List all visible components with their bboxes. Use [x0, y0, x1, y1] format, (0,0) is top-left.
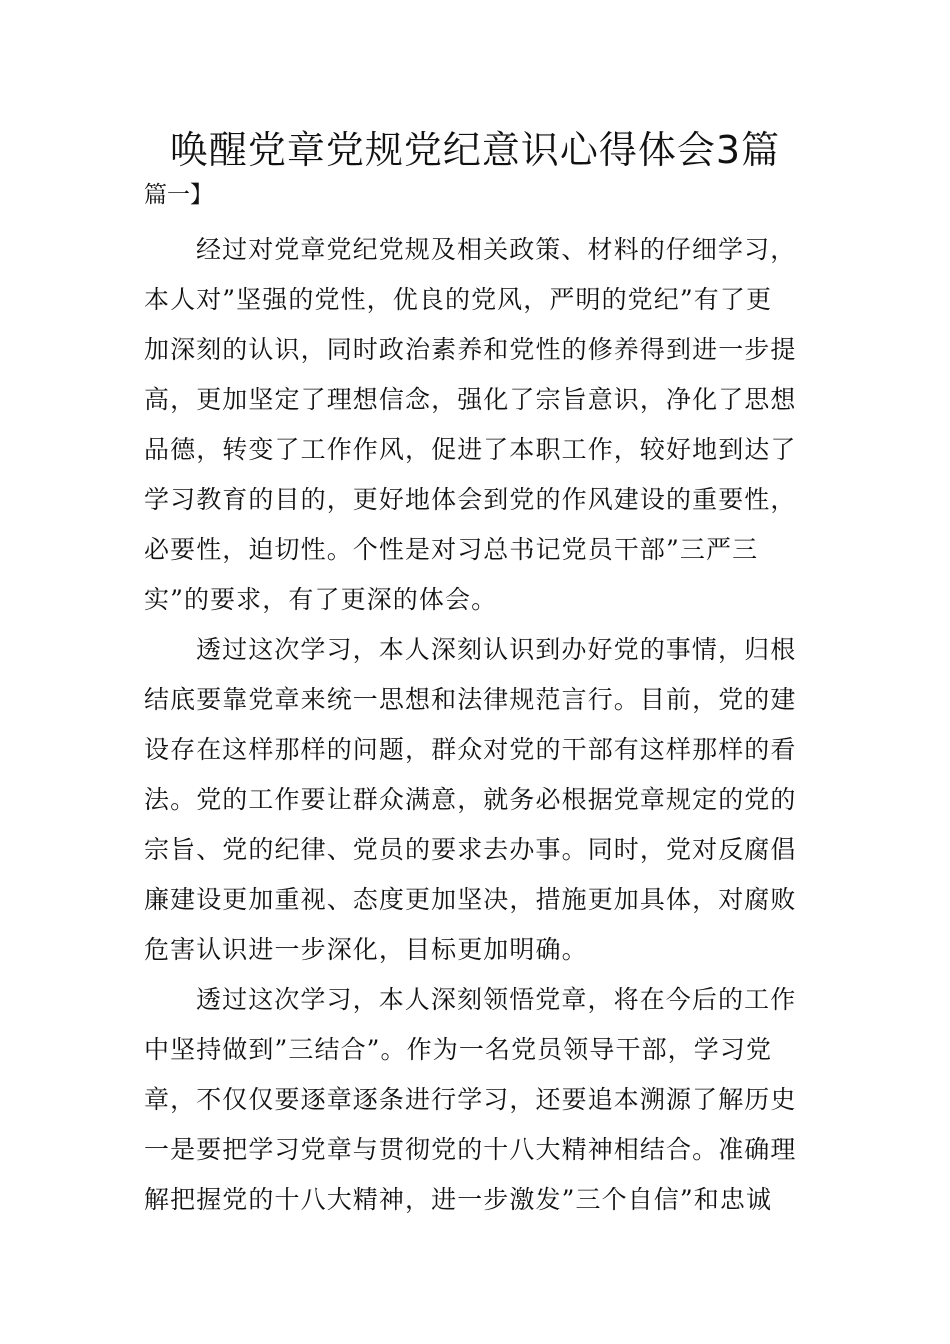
paragraph-line: 廉建设更加重视、态度更加坚决，措施更加具体，对腐败 [144, 885, 797, 914]
paragraph-line: 法。党的工作要让群众满意，就务必根据党章规定的党的 [144, 785, 797, 814]
paragraph-line: 章，不仅仅要逐章逐条进行学习，还要追本溯源了解历史 [144, 1085, 797, 1114]
section-label: 篇一】 [144, 182, 213, 208]
paragraph-line: 实”的要求，有了更深的体会。 [144, 585, 498, 614]
paragraph-line: 透过这次学习，本人深刻认识到办好党的事情，归根 [196, 635, 797, 664]
paragraph-line: 必要性，迫切性。个性是对习总书记党员干部”三严三 [144, 535, 759, 564]
paragraph-line: 一是要把学习党章与贯彻党的十八大精神相结合。准确理 [144, 1135, 797, 1164]
paragraph-line: 学习教育的目的，更好地体会到党的作风建设的重要性， [144, 485, 797, 514]
paragraph-line: 结底要靠党章来统一思想和法律规范言行。目前，党的建 [144, 685, 797, 714]
paragraph-line: 透过这次学习，本人深刻领悟党章，将在今后的工作 [196, 985, 797, 1014]
paragraph-line: 高，更加坚定了理想信念，强化了宗旨意识，净化了思想 [144, 385, 797, 414]
paragraph-line: 设存在这样那样的问题，群众对党的干部有这样那样的看 [144, 735, 797, 764]
paragraph-line: 加深刻的认识，同时政治素养和党性的修养得到进一步提 [144, 335, 797, 364]
paragraph-line: 解把握党的十八大精神，进一步激发”三个自信”和忠诚 [144, 1185, 773, 1214]
paragraph-2 [144, 625, 806, 975]
paragraph-line: 本人对”坚强的党性，优良的党风，严明的党纪”有了更 [144, 285, 773, 314]
paragraph-3 [144, 975, 806, 1225]
paragraph-line: 危害认识进一步深化，目标更加明确。 [144, 935, 588, 964]
paragraph-line: 中坚持做到”三结合”。作为一名党员领导干部，学习党 [144, 1035, 773, 1064]
paragraph-line: 品德，转变了工作作风，促进了本职工作，较好地到达了 [144, 435, 797, 464]
paragraph-line: 经过对党章党纪党规及相关政策、材料的仔细学习， [196, 235, 797, 264]
document-body [144, 225, 806, 1225]
paragraph-line: 宗旨、党的纪律、党员的要求去办事。同时，党对反腐倡 [144, 835, 797, 864]
document-title: 唤醒党章党规党纪意识心得体会3篇 [169, 128, 781, 172]
paragraph-1 [144, 225, 806, 625]
